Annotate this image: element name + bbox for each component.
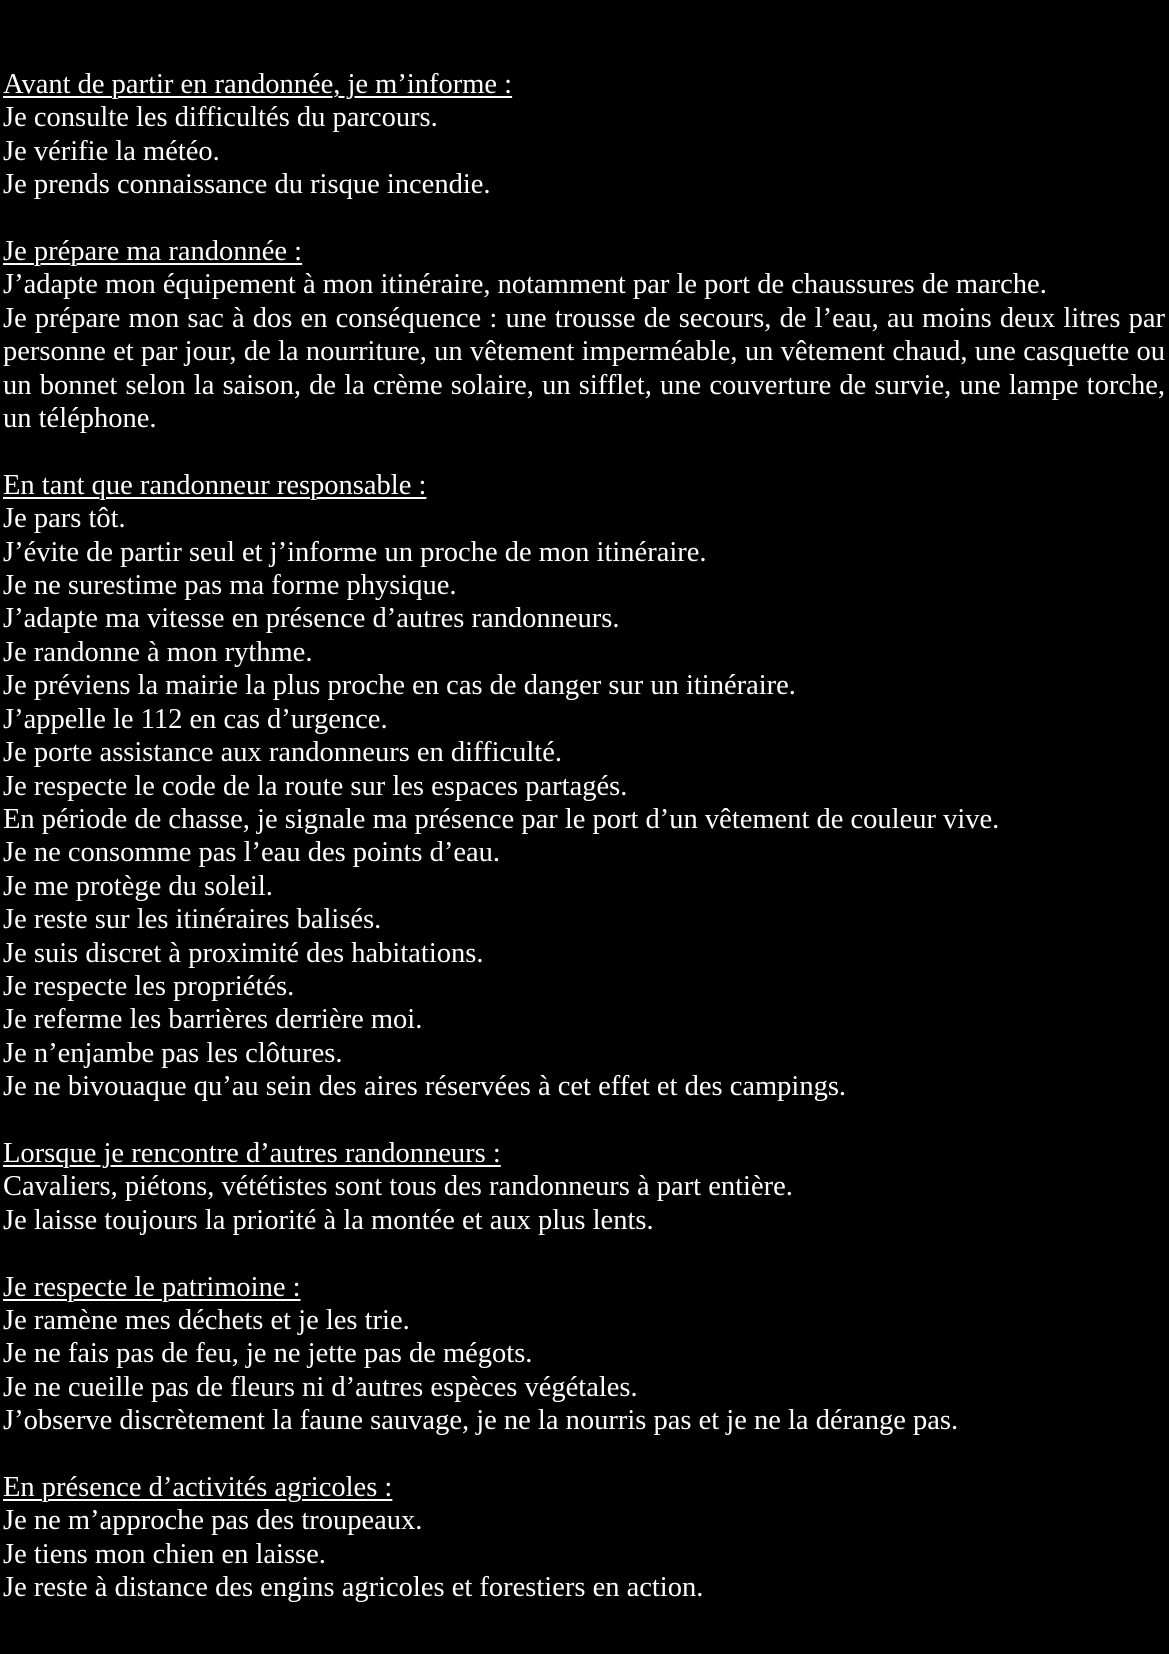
list-item: J’observe discrètement la faune sauvage, je ne la nourris pas et je ne la dérange pas. <box>3 1405 959 1437</box>
list-item: Je respecte les propriétés. <box>3 970 295 1002</box>
section-heading: En présence d’activités agricoles : <box>3 1471 393 1503</box>
section-preparation <box>3 235 1165 435</box>
section-heading: Je respecte le patrimoine : <box>3 1271 301 1303</box>
list-item: Je ne cueille pas de fleurs ni d’autres espèces végétales. <box>3 1371 638 1403</box>
list-item: Cavaliers, piétons, vététistes sont tous des randonneurs à part entière. <box>3 1171 793 1203</box>
list-item: Je préviens la mairie la plus proche en cas de danger sur un itinéraire. <box>3 670 796 702</box>
section-informer <box>3 68 1165 202</box>
list-item: Je ramène mes déchets et je les trie. <box>3 1304 410 1336</box>
list-item: Je pars tôt. <box>3 503 126 535</box>
section-randonneur-responsable <box>3 469 1165 1104</box>
list-item: Je prends connaissance du risque incendie. <box>3 169 491 201</box>
section-heading: Avant de partir en randonnée, je m’informe : <box>3 69 513 100</box>
list-item: Je ne m’approche pas des troupeaux. <box>3 1505 423 1537</box>
list-item: Je laisse toujours la priorité à la montée et aux plus lents. <box>3 1204 654 1236</box>
list-item: Je reste à distance des engins agricoles et forestiers en action. <box>3 1572 704 1604</box>
list-item: Je randonne à mon rythme. <box>3 636 313 668</box>
list-item: J’appelle le 112 en cas d’urgence. <box>3 703 388 735</box>
list-item: Je ne consomme pas l’eau des points d’eau. <box>3 837 501 869</box>
list-item: En période de chasse, je signale ma présence par le port d’un vêtement de couleur vive. <box>3 803 1000 835</box>
list-item: Je porte assistance aux randonneurs en difficulté. <box>3 737 562 769</box>
section-activites-agricoles <box>3 1471 1165 1605</box>
list-item: Je respecte le code de la route sur les espaces partagés. <box>3 770 628 802</box>
list-item: Je referme les barrières derrière moi. <box>3 1004 423 1036</box>
section-heading: En tant que randonneur responsable : <box>3 469 427 501</box>
list-item: Je ne bivouaque qu’au sein des aires réservées à cet effet et des campings. <box>3 1071 847 1103</box>
list-item: J’adapte ma vitesse en présence d’autres randonneurs. <box>3 603 620 635</box>
list-item: Je suis discret à proximité des habitations. <box>3 937 484 969</box>
list-item: Je me protège du soleil. <box>3 870 273 902</box>
list-item: Je n’enjambe pas les clôtures. <box>3 1037 343 1069</box>
section-heading: Lorsque je rencontre d’autres randonneurs : <box>3 1137 501 1169</box>
paragraph-sac-a-dos: Je prépare mon sac à dos en conséquence : une trousse de secours, de l’eau, au moins deux litres par personne et par jour, de la nourriture, un vêtement imperméable, un vêtement chaud, une casquette ou un bonnet selon la saison, de la crème solaire, un sifflet, une couverture de survie, une lampe torche, un téléphone. <box>3 302 1165 435</box>
list-item: J’évite de partir seul et j’informe un proche de mon itinéraire. <box>3 536 707 568</box>
list-item: Je vérifie la météo. <box>3 135 220 167</box>
list-item: J’adapte mon équipement à mon itinéraire, notamment par le port de chaussures de marche. <box>3 269 1047 301</box>
list-item: Je consulte les difficultés du parcours. <box>3 102 438 134</box>
document-body <box>3 68 1165 1605</box>
section-rencontre-randonneurs <box>3 1137 1165 1237</box>
list-item: Je ne surestime pas ma forme physique. <box>3 570 457 602</box>
list-item: Je ne fais pas de feu, je ne jette pas de mégots. <box>3 1338 533 1370</box>
section-patrimoine <box>3 1271 1165 1438</box>
list-item: Je reste sur les itinéraires balisés. <box>3 904 382 936</box>
list-item: Je tiens mon chien en laisse. <box>3 1538 326 1570</box>
section-heading: Je prépare ma randonnée : <box>3 236 303 268</box>
